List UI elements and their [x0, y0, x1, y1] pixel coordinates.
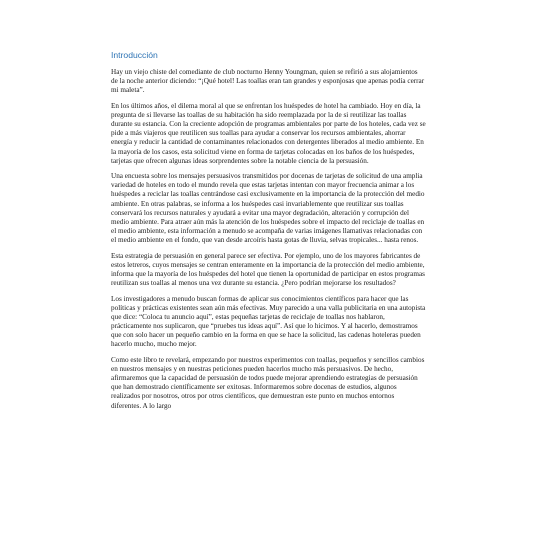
paragraph: Una encuesta sobre los mensajes persuasivos transmitidos por docenas de tarjetas de solicitud de una amplia variedad de hoteles en todo el mundo revela que estas tarjetas intentan con mayor frecuencia animar a los huéspedes a reciclar las toallas centrándose casi exclusivamente en la importancia de la protección del medio ambiente. En otras palabras, se informa a los huéspedes casi invariablemente que reutilizar sus toallas conservará los recursos naturales y ayudará a evitar una mayor degradación, alteración y corrupción del medio ambiente. Para atraer aún más la atención de los huéspedes sobre el impacto del reciclaje de toallas en el medio ambiente, esta información a menudo se acompaña de varias imágenes llamativas relacionadas con el medio ambiente en el fondo, que van desde arcoíris hasta gotas de lluvia, selvas tropicales... hasta renos. [111, 172, 425, 245]
section-heading: Introducción [111, 50, 158, 60]
paragraph: En los últimos años, el dilema moral al que se enfrentan los huéspedes de hotel ha cambiado. Hoy en día, la pregunta de si llevarse las toallas de su habitación ha sido reemplazada por la de si reutilizar las toallas durante su estancia. Con la creciente adopción de programas ambientales por parte de los hoteles, cada vez se pide a más viajeros que reutilicen sus toallas para ayudar a conservar los recursos ambientales, ahorrar energía y reducir la cantidad de contaminantes relacionados con detergentes liberados al medio ambiente. En la mayoría de los casos, esta solicitud viene en forma de tarjetas colocadas en los baños de los huéspedes, tarjetas que ofrecen algunas ideas sorprendentes sobre la notable ciencia de la persuasión. [111, 101, 426, 165]
paragraph: Los investigadores a menudo buscan formas de aplicar sus conocimientos científicos para hacer que las políticas y prácticas existentes sean aún más efectivas. Muy parecido a una valla publicitaria en una autopista que dice: “Coloca tu anuncio aquí”, estas pequeñas tarjetas de reciclaje de toallas nos hablaron, prácticamente nos suplicaron, que “pruebes tus ideas aquí”. Así que lo hicimos. Y al hacerlo, demostramos que con solo hacer un pequeño cambio en la forma en que se hace la solicitud, las cadenas hoteleras pueden hacerlo mucho, mucho mejor. [111, 294, 426, 349]
paragraph: Como este libro te revelará, empezando por nuestros experimentos con toallas, pequeños y sencillos cambios en nuestros mensajes y en nuestras peticiones pueden hacerlos mucho más persuasivos. De hecho, afirmaremos que la capacidad de persuasión de todos puede mejorar aprendiendo estrategias de persuasión que han demostrado científicamente ser exitosas. Informaremos sobre docenas de estudios, algunos realizados por nosotros, otros por otros científicos, que demuestran este punto en muchos entornos diferentes. A lo largo [111, 355, 425, 410]
document-page [111, 50, 426, 417]
paragraph: Esta estrategia de persuasión en general parece ser efectiva. Por ejemplo, uno de los mayores fabricantes de estos letreros, cuyos mensajes se centran enteramente en la importancia de la protección del medio ambiente, informa que la mayoría de los huéspedes del hotel que tienen la oportunidad de participar en estos programas reutilizan sus toallas al menos una vez durante su estancia. ¿Pero podrían mejorarse los resultados? [111, 251, 425, 288]
paragraph: Hay un viejo chiste del comediante de club nocturno Henny Youngman, quien se refirió a sus alojamientos de la noche anterior diciendo: “¡Qué hotel! Las toallas eran tan grandes y esponjosas que apenas podía cerrar mi maleta”. [111, 68, 425, 95]
